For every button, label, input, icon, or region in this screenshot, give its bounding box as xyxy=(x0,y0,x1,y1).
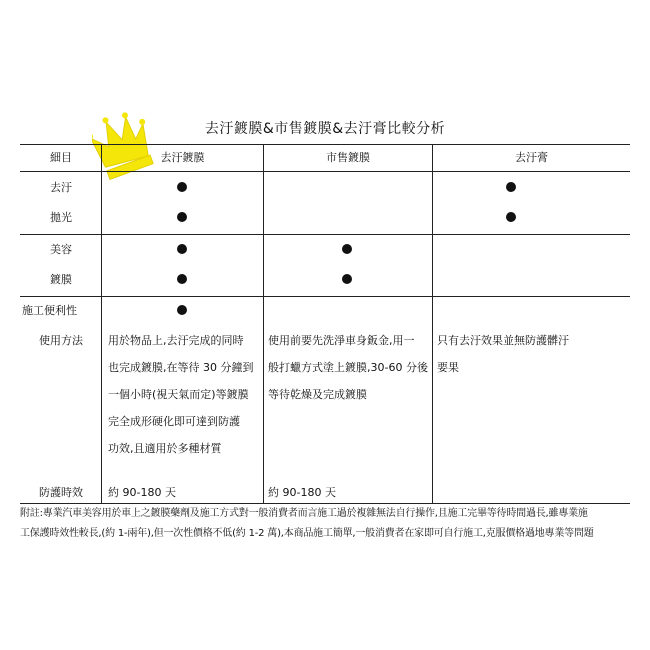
header-col3: 去汙膏 xyxy=(515,151,548,164)
usage-col3 xyxy=(437,327,569,381)
usage-col1-line: 也完成鍍膜,在等待 30 分鐘到 xyxy=(108,361,254,374)
mark-dot-beauty-col1 xyxy=(177,244,187,254)
header-col1: 去汙鍍膜 xyxy=(160,151,205,164)
page-title: 去汙鍍膜&市售鍍膜&去汙膏比較分析 xyxy=(204,121,446,137)
usage-col1-line: 用於物品上,去汙完成的同時 xyxy=(108,334,244,347)
column-divider-3 xyxy=(432,144,433,503)
mark-dot-coating-col1 xyxy=(177,274,187,284)
mark-dot-beauty-col2 xyxy=(342,244,352,254)
protection-col1: 約 90-180 天 xyxy=(108,486,176,499)
group-divider-2 xyxy=(20,296,630,297)
row-label-beauty: 美容 xyxy=(50,243,72,256)
group-divider-1 xyxy=(20,234,630,235)
column-divider-2 xyxy=(263,144,264,503)
mark-dot-polish-col1 xyxy=(177,212,187,222)
header-item: 細目 xyxy=(50,151,72,164)
usage-col2-line: 等待乾燥及完成鍍膜 xyxy=(268,388,367,401)
usage-col2-line: 使用前要先洗淨車身鈑金,用一 xyxy=(268,334,415,347)
usage-col2 xyxy=(268,327,428,408)
footnote-line: 附註:專業汽車美容用於車上之鍍膜藥劑及施工方式對一般消費者而言施工過於複雜無法自行操作,且施工完畢等待時間過長,雖專業施 xyxy=(20,508,588,519)
footnote-line: 工保護時效性較長,(約 1-兩年),但一次性價格不低(約 1-2 萬),本商品施工簡單,一般消費者在家即可自行施工,克服價格過地專業等問題 xyxy=(20,528,594,539)
usage-col2-line: 般打蠟方式塗上鍍膜,30-60 分後 xyxy=(268,361,428,374)
row-label-polish: 拋光 xyxy=(50,211,72,224)
usage-col3-line: 只有去汙效果並無防護髒汙 xyxy=(437,334,569,347)
row-label-usage: 使用方法 xyxy=(39,334,83,347)
row-label-convenience: 施工便利性 xyxy=(22,304,77,317)
footnote xyxy=(20,504,635,544)
mark-dot-remove-dirt-col1 xyxy=(177,182,187,192)
mark-dot-polish-col3 xyxy=(506,212,516,222)
mark-dot-convenience-col1 xyxy=(177,305,187,315)
usage-col1 xyxy=(108,327,254,462)
protection-col2: 約 90-180 天 xyxy=(268,486,336,499)
usage-col1-line: 功效,且適用於多種材質 xyxy=(108,442,222,455)
mark-dot-coating-col2 xyxy=(342,274,352,284)
row-label-coating: 鍍膜 xyxy=(50,273,72,286)
usage-col1-line: 完全成形硬化即可達到防護 xyxy=(108,415,240,428)
header-col2: 市售鍍膜 xyxy=(326,151,370,164)
row-label-remove-dirt: 去汙 xyxy=(50,181,72,194)
usage-col1-line: 一個小時(視天氣而定)等鍍膜 xyxy=(108,388,249,401)
mark-dot-remove-dirt-col3 xyxy=(506,182,516,192)
row-label-protection: 防護時效 xyxy=(39,486,83,499)
column-divider-1 xyxy=(101,144,102,503)
usage-col3-line: 要果 xyxy=(437,361,459,374)
